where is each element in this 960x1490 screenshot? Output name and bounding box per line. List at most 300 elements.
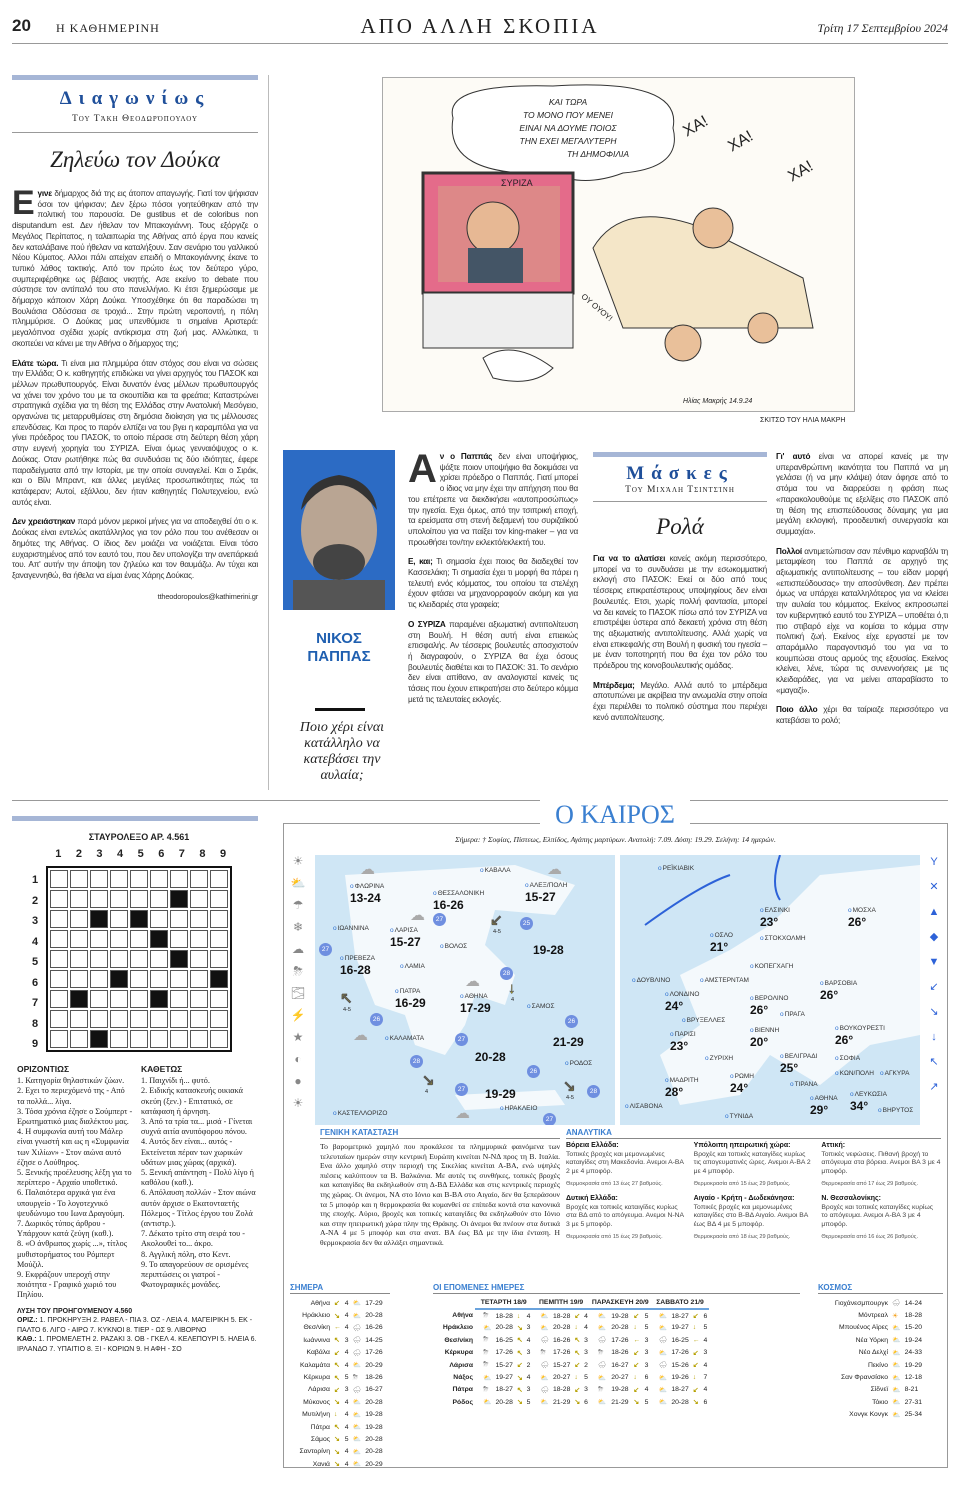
region-forecast: Βροχές και τοπικές καταιγίδες κυρίως το απόγευμα. Ανεμοι Α-ΒΑ 3 με 4 μποφόρ. [821, 1203, 934, 1228]
weather-icon: ⛅ [658, 1386, 668, 1394]
weather-legend-icon: ❄ [292, 920, 304, 934]
byline: Του Τάκη Θεοδωρόπουλου [12, 114, 258, 133]
map-city-label: o ΚΩΝ/ΠΟΛΗ [835, 1070, 874, 1078]
map-city-temp: 26° [820, 988, 839, 1002]
clue: 8. «Ο άνθρωπος χωρίς ...», τίτλος μυθιστορήματος του Ρόμπερτ Μούζιλ. [17, 1239, 127, 1269]
crossword-cell[interactable] [90, 970, 108, 988]
general-situation [320, 1128, 560, 1248]
clue: 5. Ξενική απάντηση - Πολύ λίγο ή καθόλου (καθ.). [141, 1168, 254, 1188]
author-email[interactable]: ttheodoropoulos@kathimerini.gr [157, 591, 258, 601]
clue: 5. Ξενικής προέλευσης λέξη για το περίπτερο - Αρχαίο υποθετικό. [17, 1168, 132, 1188]
crossword-cell[interactable] [130, 930, 148, 948]
weather-icon: ⛈ [483, 1385, 489, 1393]
map-city-label: o ΡΩΜΗ [730, 1073, 754, 1081]
analysis-region [566, 1195, 686, 1242]
wind-force: 5 [344, 1435, 349, 1443]
crossword-cell[interactable] [150, 890, 168, 908]
temperature: 20-28 [365, 1398, 383, 1406]
table-row [290, 1309, 385, 1321]
region-forecast: Βροχές και τοπικές καταιγίδες κυρίως τις απογευματινές ώρες. Ανεμοι Α-ΒΑ 2 με 4 μποφόρ. [693, 1150, 811, 1175]
temperature: 20-27 [611, 1374, 629, 1382]
map-city-label: o ΘΕΣΣΑΛΟΝΙΚΗ [433, 890, 484, 898]
crossword-cell[interactable] [210, 1010, 228, 1028]
crossword-cell[interactable] [210, 1030, 228, 1048]
sea-temperature-badge: 26 [565, 1015, 578, 1028]
wind-force: 4 [644, 1386, 649, 1394]
section-heading: ΟΙ ΕΠΟΜΕΝΕΣ ΗΜΕΡΕΣ [433, 1283, 800, 1294]
crossword-cell[interactable] [50, 910, 68, 928]
row-number: 5 [32, 956, 39, 968]
temperature: 18-27 [495, 1386, 513, 1394]
map-city-label: o ΚΑΣΤΕΛΛΟΡΙΖΟ [333, 1110, 387, 1118]
map-city-temp: 26° [750, 1003, 769, 1017]
crossword-cell[interactable] [70, 870, 88, 888]
clue: 3. Από τα τρία τα... μισά - Γίνεται συχνά αιτία ανυπόφορου πόνου. [141, 1117, 253, 1137]
wind-arrow-icon: ↖ [516, 1349, 523, 1357]
temperature: 20-28 [495, 1324, 513, 1332]
weather-icon: 🌧 [352, 1349, 362, 1357]
weather-icon: 🌧 [540, 1337, 549, 1345]
weather-icon: ⛈ [540, 1348, 546, 1356]
today-table [290, 1297, 385, 1470]
region-forecast: Τοπικές βροχές και μεμονωμένες καταιγίδες στη Μακεδονία. Ανεμοι Α-ΒΑ 2 με 4 μποφόρ. [566, 1150, 684, 1175]
clue: 8. Αγγλική πόλη, στο Κεντ. [141, 1249, 231, 1259]
crossword-cell[interactable] [210, 890, 228, 908]
map-city-label: o ΒΟΥΚΟΥΡΕΣΤΙ [835, 1025, 885, 1033]
wind-force: 2 [584, 1361, 588, 1369]
lead-word: Γι' αυτό [776, 452, 811, 461]
wind-arrow-icon: ↙ [490, 912, 503, 929]
crossword-cell[interactable] [190, 950, 208, 968]
clue: 4. Αυτός δεν είναι... αυτός - Εκτείνεται πέραν των χωρικών υδάτων μιας χώρας (αρχικά). [141, 1137, 243, 1167]
temperature: 15-20 [904, 1324, 923, 1332]
crossword-cell[interactable] [110, 910, 128, 928]
paragraph: παραμένει αξιωματική αντιπολίτευση στη Βουλή. Η θέση αυτή είναι επιεικώς επισφαλής. Αν τέσσερις βουλευτές αποσχιστούν ή διαγραφούν, ο ΣΥΡΙΖΑ θα έχει όσους βουλευτές διαθέτει και το ΠΑΣΟΚ: 31. Το σενάριο δεν είναι απίθανο, αν αναλογιστεί κανείς τις τάσεις που έχουν επικρατήσει στο δεύτερο κόμμα μετά τις τελευταίες εκλογές. [408, 619, 578, 704]
temperature: 8-21 [904, 1386, 919, 1394]
map-city-temp: 20° [750, 1035, 769, 1049]
wind-force: 3 [526, 1349, 531, 1357]
temperature: 18-28 [495, 1312, 513, 1320]
map-city-temp: 15-27 [390, 935, 421, 949]
sea-temperature-badge: 28 [587, 1085, 600, 1098]
table-row [818, 1309, 924, 1321]
wind-force: 5 [644, 1398, 649, 1406]
wind-arrow-icon: ↘ [516, 1324, 523, 1332]
weather-legend-icon: 🌫 [290, 986, 306, 1000]
black-cell [170, 890, 188, 908]
weather-icon: ⛅ [540, 1399, 549, 1407]
temperature: 19-28 [365, 1423, 383, 1431]
crossword-cell[interactable] [150, 950, 168, 968]
wind-force: 3 [526, 1324, 531, 1332]
crossword-cell[interactable] [210, 910, 228, 928]
temperature: 17-26 [495, 1349, 513, 1357]
crossword-cell[interactable] [150, 870, 168, 888]
crossword-cell[interactable] [190, 930, 208, 948]
wind-arrow-icon: ↘ [422, 1072, 435, 1089]
temperature: 19-27 [495, 1374, 513, 1382]
map-city-label: o ΙΩΑΝΝΙΝΑ [333, 925, 369, 933]
wind-force: 5 [526, 1398, 531, 1406]
weather-icon: 🌧 [658, 1337, 668, 1345]
wind-force: 4 [584, 1324, 588, 1332]
crossword-cell[interactable] [150, 1030, 168, 1048]
wind-arrow-icon: ↙ [334, 1386, 340, 1394]
wind-arrow-icon: ↘ [516, 1374, 523, 1382]
weather-legend-icon: ◐ [294, 1052, 302, 1066]
paragraph: χέρι θα ταίριαζε περισσότερο να κατεβάσει το ρολό; [776, 705, 948, 726]
wind-arrow-icon: ↖ [516, 1337, 523, 1345]
crossword-cell[interactable] [50, 890, 68, 908]
bubble-line: ΕΙΝΑΙ ΝΑ ΔΟΥΜΕ ΠΟΙΟΣ [519, 123, 617, 133]
next-days-forecast [433, 1283, 800, 1409]
crossword-cell[interactable] [130, 870, 148, 888]
wind-force: 3 [344, 1386, 349, 1394]
region-name: Δυτική Ελλάδα: [566, 1194, 618, 1202]
crossword-cell[interactable] [50, 930, 68, 948]
wind-force: 5 [644, 1324, 649, 1332]
map-city-label: o ΗΡΑΚΛΕΙΟ [500, 1105, 537, 1113]
wind-arrow-icon: ↘ [574, 1399, 581, 1407]
weather-legend-icon: Y [930, 856, 938, 868]
crossword-cell[interactable] [170, 1030, 188, 1048]
city: Θεσ/νίκη [444, 1336, 473, 1344]
temperature: 20-27 [552, 1374, 571, 1382]
temperature: 15-27 [495, 1361, 513, 1369]
crossword-cell[interactable] [170, 1010, 188, 1028]
crossword-cell[interactable] [90, 870, 108, 888]
wind-arrow-icon: ↖ [334, 1362, 340, 1370]
temperature: 19-24 [904, 1336, 923, 1344]
paragraph: Τι σημασία έχει ποιος θα διαδεχθεί τον Κασσελάκη; Τι σημασία έχει τι μορφή θα πάρει η τελευτή ενός κόμματος, του οποίου τα στελέχη έχουν φτάσει να μηχανορραφούν ακόμη και για τις κλειδαριές στα γραφεία; [408, 557, 578, 610]
wind-arrow-icon: ↙ [692, 1362, 699, 1370]
cloud-icon: ☁ [465, 973, 480, 990]
crossword-cell[interactable] [130, 1030, 148, 1048]
wind-arrow-icon: ↘ [334, 1448, 340, 1456]
wind-arrow-icon: ↙ [574, 1362, 581, 1370]
column-number: 5 [137, 848, 144, 860]
map-temp: 19-28 [533, 943, 564, 957]
bubble-line: ΤΟ ΜΟΝΟ ΠΟΥ ΜΕΝΕΙ [522, 110, 614, 120]
wind-force: 3 [584, 1336, 588, 1344]
table-row [433, 1309, 709, 1321]
weather-icon: 🌧 [352, 1324, 362, 1332]
crossword-cell[interactable] [210, 990, 228, 1008]
region-temperature: Θερμοκρασία από 18 έως 29 βαθμούς. [693, 1234, 791, 1241]
map-city-label: o ΚΟΠΕΓΧΑΓΗ [750, 963, 793, 971]
temperature: 20-29 [365, 1361, 383, 1369]
weather-icon: ⛅ [658, 1324, 668, 1332]
sea-temperature-badge: 26 [370, 1013, 383, 1026]
black-cell [110, 970, 128, 988]
crossword-cell[interactable] [70, 1030, 88, 1048]
temperature: 21-29 [552, 1398, 571, 1406]
temperature: 21-29 [611, 1398, 629, 1406]
column-number: 3 [96, 848, 103, 860]
column-bar [12, 75, 258, 80]
wind-force: 4 [511, 997, 515, 1003]
pappas-photo [283, 450, 395, 610]
table-row [290, 1359, 385, 1371]
divider [12, 800, 948, 801]
crossword-cell[interactable] [170, 870, 188, 888]
temperature: 27-31 [904, 1398, 923, 1406]
row-number: 9 [32, 1038, 39, 1050]
black-cell [90, 910, 108, 928]
region-name: Βόρεια Ελλάδα: [566, 1142, 619, 1149]
crossword-cell[interactable] [190, 1010, 208, 1028]
crossword-cell[interactable] [70, 890, 88, 908]
region-name: Αττική: [821, 1142, 846, 1149]
crossword-cell[interactable] [130, 1010, 148, 1028]
crossword-cell[interactable] [90, 1010, 108, 1028]
sea-temperature-badge: 27 [543, 1113, 556, 1125]
crossword-cell[interactable] [110, 1010, 128, 1028]
map-city-label: o ΒΙΕΝΝΗ [750, 1027, 779, 1035]
crossword-cell[interactable] [210, 950, 228, 968]
table-row [818, 1347, 924, 1359]
wind-arrow-icon: ↓ [334, 1411, 338, 1419]
crossword-cell[interactable] [90, 930, 108, 948]
temperature: 16-26 [365, 1324, 383, 1332]
crossword-cell[interactable] [70, 1010, 88, 1028]
table-row [818, 1322, 924, 1334]
section-heading: ΓΕΝΙΚΗ ΚΑΤΑΣΤΑΣΗ [320, 1128, 560, 1139]
crossword-cell[interactable] [190, 870, 208, 888]
city: Χανιά [312, 1460, 330, 1468]
table-row [290, 1421, 385, 1433]
wind-arrow-icon: ↖ [334, 1424, 340, 1432]
cartoon-credit: ΣΚΙΤΣΟ ΤΟΥ ΗΛΙΑ ΜΑΚΡΗ [760, 417, 846, 424]
section-heading: ΚΟΣΜΟΣ [818, 1283, 943, 1294]
crossword-cell[interactable] [130, 950, 148, 968]
analysis-region [566, 1142, 686, 1189]
city: Ηράκλειο [442, 1324, 473, 1332]
wind-force: 5 [344, 1374, 349, 1382]
crossword-cell[interactable] [70, 970, 88, 988]
crossword-cell[interactable] [190, 910, 208, 928]
wind-force: 3 [703, 1349, 708, 1357]
map-city-label: o ΣΟΦΙΑ [835, 1055, 860, 1063]
clue: 7. Δωρικός τύπος άρθρου - Υπάρχουν κατά ζεύγη (καθ.). [17, 1219, 114, 1239]
wind-arrow-icon: ↓ [516, 1312, 521, 1320]
crossword-cell[interactable] [90, 990, 108, 1008]
wind-force: 3 [644, 1361, 649, 1369]
wind-force: 4 [344, 1349, 349, 1357]
wind-arrow-icon: ↙ [633, 1313, 640, 1321]
crossword-cell[interactable] [70, 950, 88, 968]
weather-legend-icon: ☀ [292, 1096, 304, 1110]
speech-bubble [478, 96, 658, 161]
crossword-cell[interactable] [190, 970, 208, 988]
weather-icon: ⛅ [658, 1313, 668, 1321]
city: Λάρισα [308, 1386, 330, 1394]
temperature: 17-26 [552, 1349, 571, 1357]
wind-force: 3 [526, 1386, 531, 1394]
crossword-cell[interactable] [150, 970, 168, 988]
temperature: 18-28 [552, 1312, 571, 1320]
column-bar [593, 452, 767, 457]
table-row [433, 1396, 709, 1408]
analysis-region [821, 1195, 941, 1242]
map-city-label: o ΛΙΣΑΒΟΝΑ [625, 1103, 663, 1111]
weather-icon: ⛅ [658, 1349, 668, 1357]
wind-arrow-icon: ↙ [633, 1349, 640, 1357]
crossword-cell[interactable] [110, 1030, 128, 1048]
map-temp: 20-28 [475, 1050, 506, 1064]
weather-icon: ☀ [892, 1312, 899, 1320]
weather-icon: ⛅ [352, 1461, 362, 1469]
temperature: 16-27 [611, 1361, 629, 1369]
crossword-cell[interactable] [190, 990, 208, 1008]
wind-arrow-icon: ↙ [516, 1362, 523, 1370]
column-number: 1 [55, 848, 62, 860]
crossword-cell[interactable] [130, 890, 148, 908]
crossword-cell[interactable] [50, 870, 68, 888]
map-city-label: o ΣΤΟΚΧΟΛΜΗ [760, 935, 806, 943]
crossword-cell[interactable] [50, 970, 68, 988]
cloud-icon: ☁ [410, 907, 425, 924]
weather-icon: ⛅ [892, 1324, 901, 1332]
analysis-region [694, 1195, 814, 1242]
city: Γιοχάνεσμπουργκ [834, 1299, 888, 1307]
region-name: Ν. Θεσσαλονίκης: [821, 1194, 881, 1202]
day-header: ΠΑΡΑΣΚΕΥΗ 20/9 [590, 1297, 651, 1309]
section-heading: ΣΗΜΕΡΑ [290, 1283, 390, 1294]
pull-quote: Ποιο χέρι είναι κατάλληλο να κατεβάσει την αυλαία; [299, 720, 385, 783]
crossword-cell[interactable] [150, 910, 168, 928]
map-city-temp: 13-24 [350, 891, 381, 905]
crossword-cell[interactable] [50, 1030, 68, 1048]
clue: 2. Ειδικής κατασκευής οικιακά σκεύη (ξεν.) - Επιτατικό, σε κατάφαση ή άρνηση. [141, 1086, 243, 1116]
wind-arrow-icon: ↙ [334, 1300, 340, 1308]
crossword-cell[interactable] [110, 950, 128, 968]
wind-arrow-icon: ↙ [633, 1386, 640, 1394]
row-number: 8 [32, 1017, 39, 1030]
temperature: 25-34 [904, 1411, 923, 1419]
crossword-cell[interactable] [110, 930, 128, 948]
crossword-cell[interactable] [50, 990, 68, 1008]
diagonios-column [12, 75, 258, 602]
map-city-label: o ΒΕΛΙΓΡΑΔΙ [780, 1053, 817, 1061]
crossword-title: ΣΤΑΥΡΟΛΕΞΟ ΑΡ. 4.561 [88, 832, 190, 842]
crossword-cell[interactable] [210, 930, 228, 948]
weather-icon: ⛅ [483, 1324, 492, 1332]
day-header: ΤΕΤΑΡΤΗ 18/9 [475, 1297, 532, 1309]
weather-icon: ⛅ [352, 1312, 362, 1320]
map-city-label: o ΛΕΥΚΩΣΙΑ [850, 1091, 887, 1099]
weather-icon: ⛅ [540, 1324, 549, 1332]
wind-arrow-icon: ↙ [334, 1349, 340, 1357]
wind-force: 5 [703, 1324, 708, 1332]
solution-down: 1. ΠΡΟΜΕΛΕΤΗ 2. ΡΑΖΑΚΙ 3. ΟΒ - ΓΚΕΛ 4. ΚΕΛΕΠΟΥΡΙ 5. ΗΛΕΙΑ 6. ΙΡΛΑΝΔΟ 7. ΥΠΑΙΤΙΟ 8. ΞΙ - ΚΟΡΙΩΝ 9. Η ΑΦΗ - ΣΟ [17, 1336, 257, 1353]
map-city-label: o ΟΣΛΟ [710, 932, 733, 940]
world-table [818, 1297, 924, 1421]
wind-arrow-icon: ↘ [633, 1399, 640, 1407]
crossword-cell[interactable] [90, 950, 108, 968]
temperature: 20-28 [671, 1398, 689, 1406]
column-name: Μάσκες [626, 463, 734, 484]
table-row [818, 1396, 924, 1408]
crossword-cell[interactable] [130, 970, 148, 988]
wind-arrow-icon: ↖ [334, 1337, 340, 1345]
analysis [566, 1128, 941, 1242]
wind-arrow-icon: ← [692, 1336, 700, 1344]
table-row [818, 1384, 924, 1396]
map-city-label: o ΡΟΔΟΣ [565, 1060, 592, 1068]
table-row [433, 1334, 709, 1346]
across-clues [17, 1064, 133, 1301]
city: Μύκονος [303, 1398, 330, 1406]
newspaper-name: Η ΚΑΘΗΜΕΡΙΝΗ [56, 21, 160, 35]
signature: Ηλίας Μακρής 14.9.24 [683, 398, 753, 405]
crossword-cell[interactable] [190, 890, 208, 908]
wind-arrow-icon: ↙ [692, 1386, 699, 1394]
temperature: 18-28 [904, 1312, 923, 1320]
clue: 2. Εχει το περιεχόμενό της - Από τα πολλά... λίγα. [17, 1086, 125, 1106]
crossword-cell[interactable] [130, 990, 148, 1008]
map-city-label: o ΡΕΪΚΙΑΒΙΚ [658, 865, 694, 873]
crossword-cell[interactable] [170, 990, 188, 1008]
clue: 9. Το απαγορεύουν σε ορισμένες περιπτώσεις οι γιατροί - Φωτογραφικές μονάδες. [141, 1259, 249, 1290]
weather-icon: 🌧 [540, 1386, 549, 1394]
lead-word: Ε, και; [408, 557, 433, 567]
weather-legend-icon: ☁ [292, 942, 304, 956]
city: Νάξος [453, 1374, 473, 1382]
wind-arrow-icon: ↘ [563, 1078, 576, 1095]
world-forecast [818, 1283, 943, 1421]
crossword-cell[interactable] [190, 1030, 208, 1048]
crossword-cell[interactable] [110, 870, 128, 888]
crossword-cell[interactable] [170, 910, 188, 928]
weather-icon: 🌧 [540, 1362, 549, 1370]
temperature: 20-28 [365, 1448, 383, 1456]
weather-icon: ⛅ [483, 1399, 492, 1407]
map-temp: 19-29 [485, 1087, 516, 1101]
wind-force: 4 [584, 1312, 588, 1320]
weather-title: Ο ΚΑΙΡΟΣ [540, 800, 690, 830]
section-heading: ΑΝΑΛΥΤΙΚΑ [566, 1128, 941, 1139]
map-city-label: o ΚΑΒΑΛΑ [480, 867, 511, 875]
crossword-cell[interactable] [50, 1010, 68, 1028]
wind-force: 4 [703, 1386, 708, 1394]
crossword-cell[interactable] [110, 990, 128, 1008]
crossword-cell[interactable] [70, 930, 88, 948]
drop-cap: Α [408, 447, 437, 491]
temperature: 19-29 [904, 1361, 923, 1369]
city: Καβάλα [306, 1349, 330, 1357]
weather-legend-icon: ↓ [931, 1031, 937, 1043]
weather-icon: ⛈ [483, 1361, 489, 1369]
row-number: 1 [32, 874, 39, 886]
crossword-cell[interactable] [170, 970, 188, 988]
region-temperature: Θερμοκρασία από 16 έως 26 βαθμούς. [821, 1234, 919, 1241]
crossword-cell[interactable] [70, 910, 88, 928]
crossword-cell[interactable] [110, 890, 128, 908]
sea-temperature-badge: 27 [455, 1033, 468, 1046]
wind-force: 4 [703, 1336, 708, 1344]
crossword-cell[interactable] [150, 1010, 168, 1028]
temperature: 18-28 [552, 1386, 571, 1394]
wind-arrow-icon: ← [633, 1336, 641, 1344]
crossword-cell[interactable] [170, 930, 188, 948]
crossword-cell[interactable] [210, 870, 228, 888]
table-row [818, 1409, 924, 1421]
weather-legend-icon: ⚡ [290, 1008, 306, 1022]
temperature: 16-25 [671, 1336, 689, 1344]
crossword-cell[interactable] [50, 950, 68, 968]
crossword-cell[interactable] [90, 890, 108, 908]
